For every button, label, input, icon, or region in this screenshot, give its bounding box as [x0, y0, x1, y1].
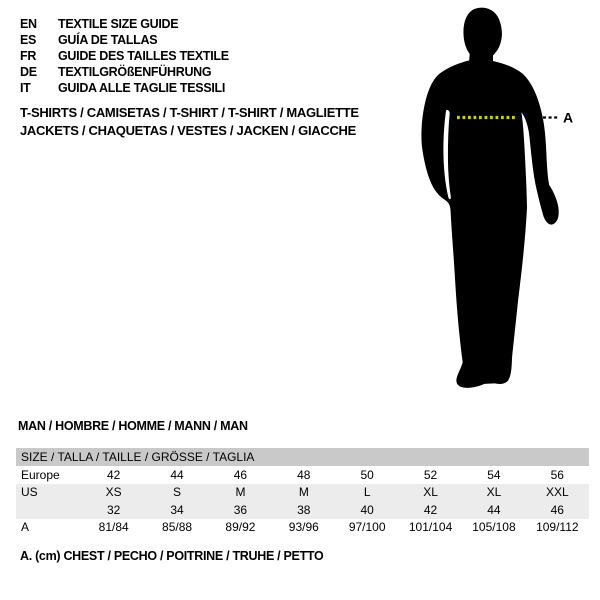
row-label-europe: Europe — [21, 467, 60, 482]
language-label: GUIDE DES TAILLES TEXTILE — [58, 49, 229, 63]
size-cell: 50 — [360, 467, 374, 482]
size-cell: 89/92 — [225, 520, 256, 535]
size-cell: 109/112 — [536, 520, 579, 535]
size-row-chest-a — [16, 519, 589, 537]
man-silhouette — [421, 8, 558, 388]
size-cell: 34 — [145, 501, 208, 519]
size-cell: 81/84 — [98, 520, 129, 535]
size-cell: 52 — [423, 467, 438, 482]
language-row-fr — [20, 48, 229, 64]
size-cell: 44 — [170, 467, 184, 482]
size-table — [16, 448, 589, 536]
garment-line-tshirts: T-SHIRTS / CAMISETAS / T-SHIRT / T-SHIRT / MAGLIETTE — [20, 105, 359, 120]
language-row-en — [20, 16, 229, 32]
size-cell: 42 — [399, 501, 462, 519]
size-table-header: SIZE / TALLA / TAILLE / GRÖSSE / TAGLIA — [16, 448, 589, 466]
size-row-europe — [16, 466, 589, 484]
size-cell: M — [272, 484, 335, 502]
language-code: DE — [20, 65, 37, 79]
size-cell: XL — [399, 484, 462, 502]
size-row-us — [16, 484, 589, 502]
language-code: FR — [20, 49, 37, 63]
size-cell: XS — [82, 484, 145, 502]
row-label-us: US — [16, 484, 82, 502]
size-cell: L — [336, 484, 399, 502]
language-label: GUIDA ALLE TAGLIE TESSILI — [58, 81, 226, 95]
row-label-a: A — [21, 520, 30, 535]
size-cell: 85/88 — [162, 520, 193, 535]
size-cell: 93/96 — [288, 520, 319, 535]
size-cell: 97/100 — [348, 520, 386, 535]
language-code: IT — [20, 81, 31, 95]
chest-footnote: A. (cm) CHEST / PECHO / POITRINE / TRUHE / PETTO — [20, 549, 324, 563]
garment-line-jackets: JACKETS / CHAQUETAS / VESTES / JACKEN / GIACCHE — [20, 123, 356, 138]
size-cell: M — [209, 484, 272, 502]
size-cell: 32 — [82, 501, 145, 519]
language-row-es — [20, 32, 229, 48]
size-cell: 40 — [336, 501, 399, 519]
size-cell: 48 — [297, 467, 311, 482]
size-cell: 56 — [550, 467, 564, 482]
language-row-de — [20, 64, 229, 80]
size-table-header-row — [16, 448, 589, 466]
size-cell: 36 — [209, 501, 272, 519]
size-cell: 38 — [272, 501, 335, 519]
size-cell: 101/104 — [408, 520, 453, 535]
size-cell: 54 — [487, 467, 501, 482]
man-silhouette-figure — [395, 0, 600, 410]
size-row-numeric — [16, 501, 589, 519]
language-code: ES — [20, 33, 37, 47]
measure-label-a: A — [563, 109, 574, 126]
size-cell: XL — [462, 484, 525, 502]
garment-type-list — [20, 104, 359, 140]
size-cell: 46 — [526, 501, 589, 519]
size-cell: 46 — [233, 467, 248, 482]
language-label: TEXTILE SIZE GUIDE — [58, 17, 179, 31]
size-cell: 105/108 — [472, 520, 516, 535]
language-label: GUÍA DE TALLAS — [58, 33, 158, 47]
size-cell: XXL — [526, 484, 589, 502]
men-section-title: MAN / HOMBRE / HOMME / MANN / MAN — [18, 419, 248, 433]
language-label: TEXTILGRÖßENFÜHRUNG — [58, 65, 212, 79]
size-cell: S — [145, 484, 208, 502]
size-cell: 44 — [462, 501, 525, 519]
language-row-it — [20, 80, 229, 96]
language-list — [20, 16, 229, 96]
language-code: EN — [20, 17, 37, 31]
figure-area — [395, 0, 600, 410]
size-cell: 42 — [107, 467, 121, 482]
row-label-blank — [16, 501, 82, 519]
